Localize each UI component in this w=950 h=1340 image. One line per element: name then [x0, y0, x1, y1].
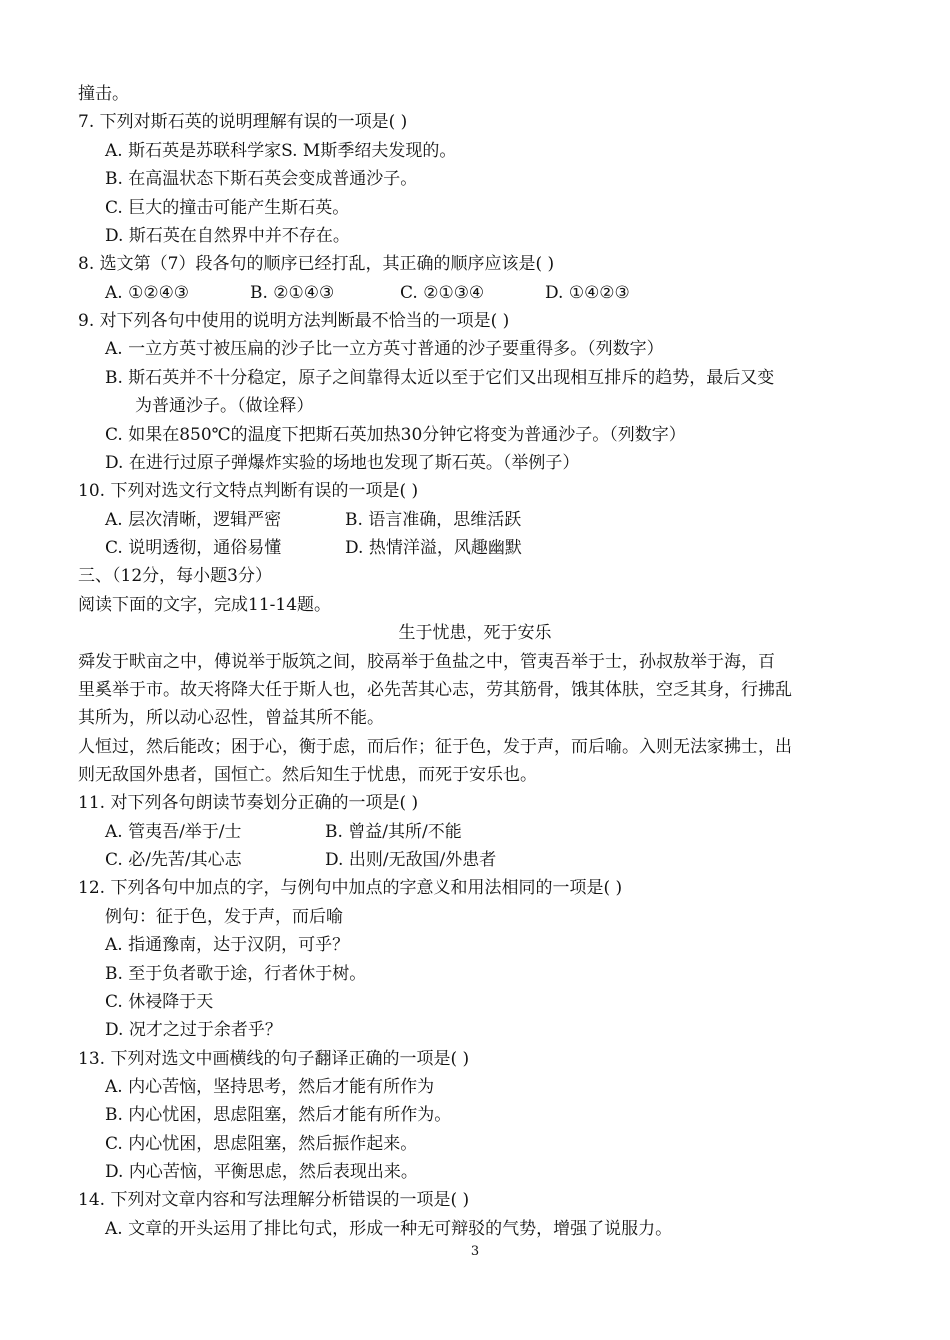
- question-10: 10. 下列对选文行文特点判断有误的一项是( ): [78, 481, 419, 501]
- question-7: 7. 下列对斯石英的说明理解有误的一项是( ): [78, 112, 408, 132]
- option-9d: D. 在进行过原子弹爆炸实验的场地也发现了斯石英。（举例子）: [105, 453, 580, 473]
- example-12: 例句：征于色，发于声，而后喻: [105, 907, 343, 927]
- options-10-row2: [105, 534, 905, 562]
- instruction: 阅读下面的文字，完成11-14题。: [78, 595, 332, 615]
- options-8: [105, 279, 905, 307]
- passage-title: 生于忧患，死于安乐: [398, 623, 552, 643]
- passage-line: 则无敌国外患者，国恒亡。然后知生于忧患，而死于安乐也。: [78, 765, 537, 785]
- option-7c: C. 巨大的撞击可能产生斯石英。: [105, 198, 350, 218]
- option-9a: A. 一立方英寸被压扁的沙子比一立方英寸普通的沙子要重得多。（列数字）: [105, 339, 664, 359]
- option-12d: D. 况才之过于余者乎？: [105, 1020, 282, 1040]
- question-8: 8. 选文第（7）段各句的顺序已经打乱，其正确的顺序应该是( ): [78, 254, 555, 274]
- option-12b: B. 至于负者歌于途，行者休于树。: [105, 964, 367, 984]
- options-11-row2: [105, 846, 905, 874]
- option-7b: B. 在高温状态下斯石英会变成普通沙子。: [105, 169, 418, 189]
- question-12: 12. 下列各句中加点的字，与例句中加点的字意义和用法相同的一项是( ): [78, 878, 623, 898]
- option-12a: A. 指通豫南，达于汉阴，可乎？: [105, 935, 350, 955]
- option-11b: B. 曾益/其所/不能: [325, 822, 462, 842]
- option-11d: D. 出则/无敌国/外患者: [325, 850, 497, 870]
- option-8d: D. ①④②③: [545, 283, 630, 303]
- passage-line: 里奚举于市。故天将降大任于斯人也，必先苦其心志，劳其筋骨，饿其体肤，空乏其身，行拂乱: [78, 680, 792, 700]
- option-10a: A. 层次清晰，逻辑严密: [105, 510, 282, 530]
- option-13b: B. 内心忧困，思虑阻塞，然后才能有所作为。: [105, 1105, 452, 1125]
- question-13: 13. 下列对选文中画横线的句子翻译正确的一项是( ): [78, 1049, 470, 1069]
- passage-line: 人恒过，然后能改；困于心，衡于虑，而后作；征于色，发于声，而后喻。入则无法家拂士，出: [78, 737, 792, 757]
- section-heading: 三、（12分，每小题3分）: [78, 566, 272, 586]
- option-13d: D. 内心苦恼，平衡思虑，然后表现出来。: [105, 1162, 418, 1182]
- question-9: 9. 对下列各句中使用的说明方法判断最不恰当的一项是( ): [78, 311, 510, 331]
- option-14a: A. 文章的开头运用了排比句式，形成一种无可辩驳的气势，增强了说服力。: [105, 1219, 673, 1239]
- question-14: 14. 下列对文章内容和写法理解分析错误的一项是( ): [78, 1190, 470, 1210]
- option-9b-cont: 为普通沙子。（做诠释）: [135, 396, 314, 416]
- option-13c: C. 内心忧困，思虑阻塞，然后振作起来。: [105, 1134, 418, 1154]
- option-8a: A. ①②④③: [105, 283, 190, 303]
- option-8c: C. ②①③④: [400, 283, 485, 303]
- option-12c: C. 休祲降于天: [105, 992, 214, 1012]
- passage-line: 其所为，所以动心忍性，曾益其所不能。: [78, 708, 384, 728]
- option-7a: A. 斯石英是苏联科学家S. M斯季绍夫发现的。: [105, 141, 457, 161]
- page-number: 3: [470, 1244, 480, 1259]
- option-10b: B. 语言准确，思维活跃: [345, 510, 522, 530]
- passage-line: 舜发于畎亩之中，傅说举于版筑之间，胶鬲举于鱼盐之中，管夷吾举于士，孙叔敖举于海，百: [78, 652, 775, 672]
- options-11-row1: [105, 818, 905, 846]
- option-9b: B. 斯石英并不十分稳定，原子之间靠得太近以至于它们又出现相互排斥的趋势，最后又变: [105, 368, 775, 388]
- option-11a: A. 管夷吾/举于/士: [105, 822, 242, 842]
- options-10-row1: [105, 506, 905, 534]
- option-9c: C. 如果在850℃的温度下把斯石英加热30分钟它将变为普通沙子。（列数字）: [105, 425, 686, 445]
- option-8b: B. ②①④③: [250, 283, 335, 303]
- question-11: 11. 对下列各句朗读节奏划分正确的一项是( ): [78, 793, 419, 813]
- option-7d: D. 斯石英在自然界中并不存在。: [105, 226, 350, 246]
- option-10c: C. 说明透彻，通俗易懂: [105, 538, 282, 558]
- option-11c: C. 必/先苦/其心志: [105, 850, 242, 870]
- option-13a: A. 内心苦恼，坚持思考，然后才能有所作为: [105, 1077, 435, 1097]
- text-line: 撞击。: [78, 84, 129, 104]
- option-10d: D. 热情洋溢，风趣幽默: [345, 538, 522, 558]
